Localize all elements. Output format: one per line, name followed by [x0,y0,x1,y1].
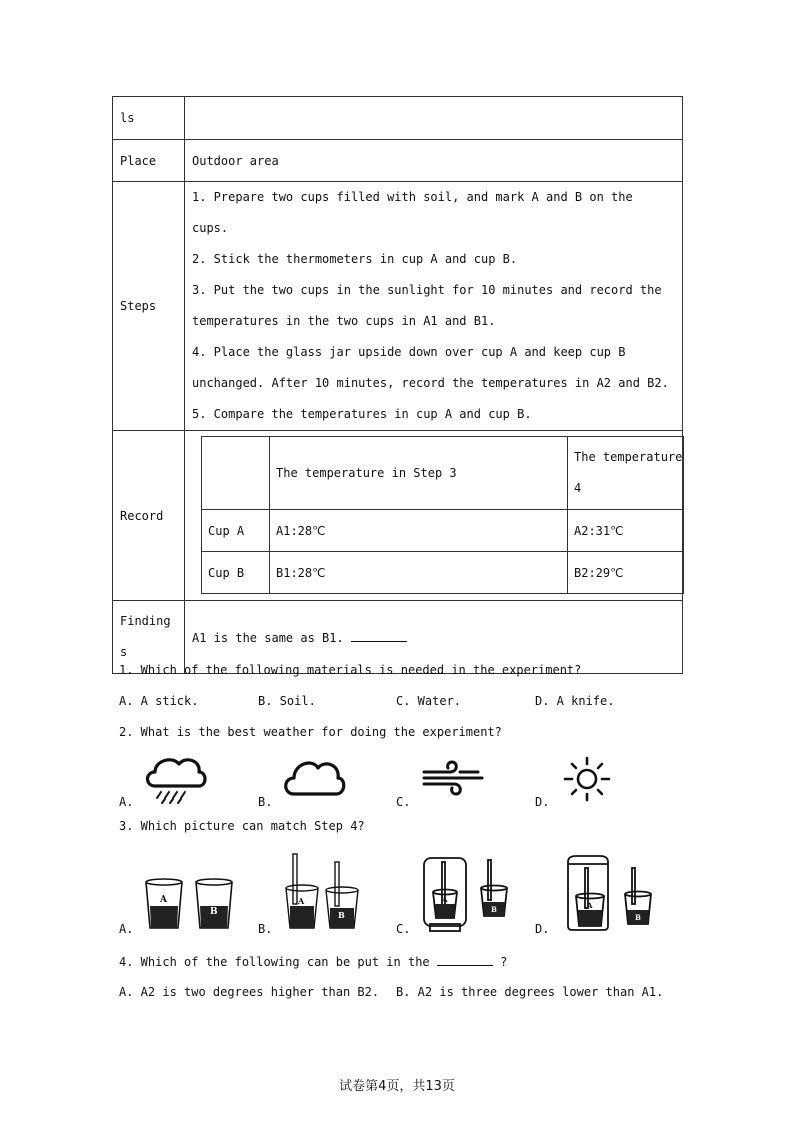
cup-label: B [635,913,641,922]
q1-option-d[interactable]: D. A knife. [535,694,615,708]
q3-option-b[interactable]: B. [258,922,273,936]
question-4-suffix: ? [500,955,508,969]
cup-label: A [298,896,305,906]
q3-option-d[interactable]: D. [535,922,550,936]
q2-option-d[interactable]: D. [535,795,550,809]
record-table [201,436,684,594]
jar-over-cup-picture-c [420,856,512,934]
record-row-name: Cup A [202,510,270,552]
cups-with-thermometers-picture [282,852,366,932]
record-row-step4: B2:29℃ [568,552,684,594]
record-header-step3: The temperature in Step 3 [270,437,568,510]
record-header-step4-line1: The temperature [574,450,683,464]
step-line: 4. Place the glass jar upside down over cup A and keep cup B [192,345,626,359]
step-line: 2. Stick the thermometers in cup A and cup B. [192,252,518,266]
record-row-name: Cup B [202,552,270,594]
steps-cell [185,182,683,431]
step-line: 1. Prepare two cups filled with soil, and mark A and B on the cups. [192,190,633,235]
cloud-icon [282,754,346,798]
question-4-prefix: 4. Which of the following can be put in the [119,955,430,969]
cup-label: A [587,901,593,910]
record-row-step3: A1:28℃ [270,510,568,552]
record-header-step4-line2: 4 [574,481,582,495]
step-line: 3. Put the two cups in the sunlight for 10 minutes and record the [192,283,662,297]
q1-option-a[interactable]: A. A stick. [119,694,199,708]
rain-cloud-icon [143,752,209,804]
two-cups-picture [142,876,238,932]
place-value: Outdoor area [185,140,683,182]
findings-blank[interactable] [351,630,407,642]
place-label: Place [113,140,185,182]
cup-label: B [338,910,345,920]
record-header-step4 [568,437,684,510]
q4-option-b[interactable]: B. A2 is three degrees lower than A1. [396,985,664,999]
question-2: 2. What is the best weather for doing the experiment? [119,725,502,739]
q1-option-c[interactable]: C. Water. [396,694,462,708]
jar-over-cup-picture-d [560,854,656,932]
wind-icon [420,760,486,796]
sun-icon [562,756,612,802]
step-line: 5. Compare the temperatures in cup A and cup B. [192,407,532,421]
step-line: temperatures in the two cups in A1 and B1. [192,314,496,328]
cup-label: A [442,895,448,904]
q4-option-a[interactable]: A. A2 is two degrees higher than B2. [119,985,380,999]
q1-option-b[interactable]: B. Soil. [258,694,316,708]
steps-label: Steps [113,182,185,431]
question-4-blank[interactable] [437,954,493,966]
page-footer: 试卷第4页，共13页 [339,1079,455,1094]
experiment-table [112,96,683,674]
cup-label: B [210,907,218,917]
cup-label: A [160,895,167,905]
findings-label-line2: s [120,645,128,659]
record-header-empty [202,437,270,510]
findings-label-line1: Finding [120,614,171,628]
question-3: 3. Which picture can match Step 4? [119,819,365,833]
q3-option-a[interactable]: A. [119,922,134,936]
question-4 [119,954,507,969]
record-label: Record [113,431,185,601]
question-1: 1. Which of the following materials is needed in the experiment? [119,663,582,677]
record-row-step4: A2:31℃ [568,510,684,552]
row1-value [185,97,683,140]
findings-value: A1 is the same as B1. [192,630,344,645]
row1-label: ls [113,97,185,140]
record-cell [185,431,683,601]
q3-option-c[interactable]: C. [396,922,411,936]
cup-label: B [491,905,497,914]
record-row-step3: B1:28℃ [270,552,568,594]
q2-option-c[interactable]: C. [396,795,411,809]
q2-option-b[interactable]: B. [258,795,273,809]
q2-option-a[interactable]: A. [119,795,134,809]
step-line: unchanged. After 10 minutes, record the temperatures in A2 and B2. [192,376,669,390]
